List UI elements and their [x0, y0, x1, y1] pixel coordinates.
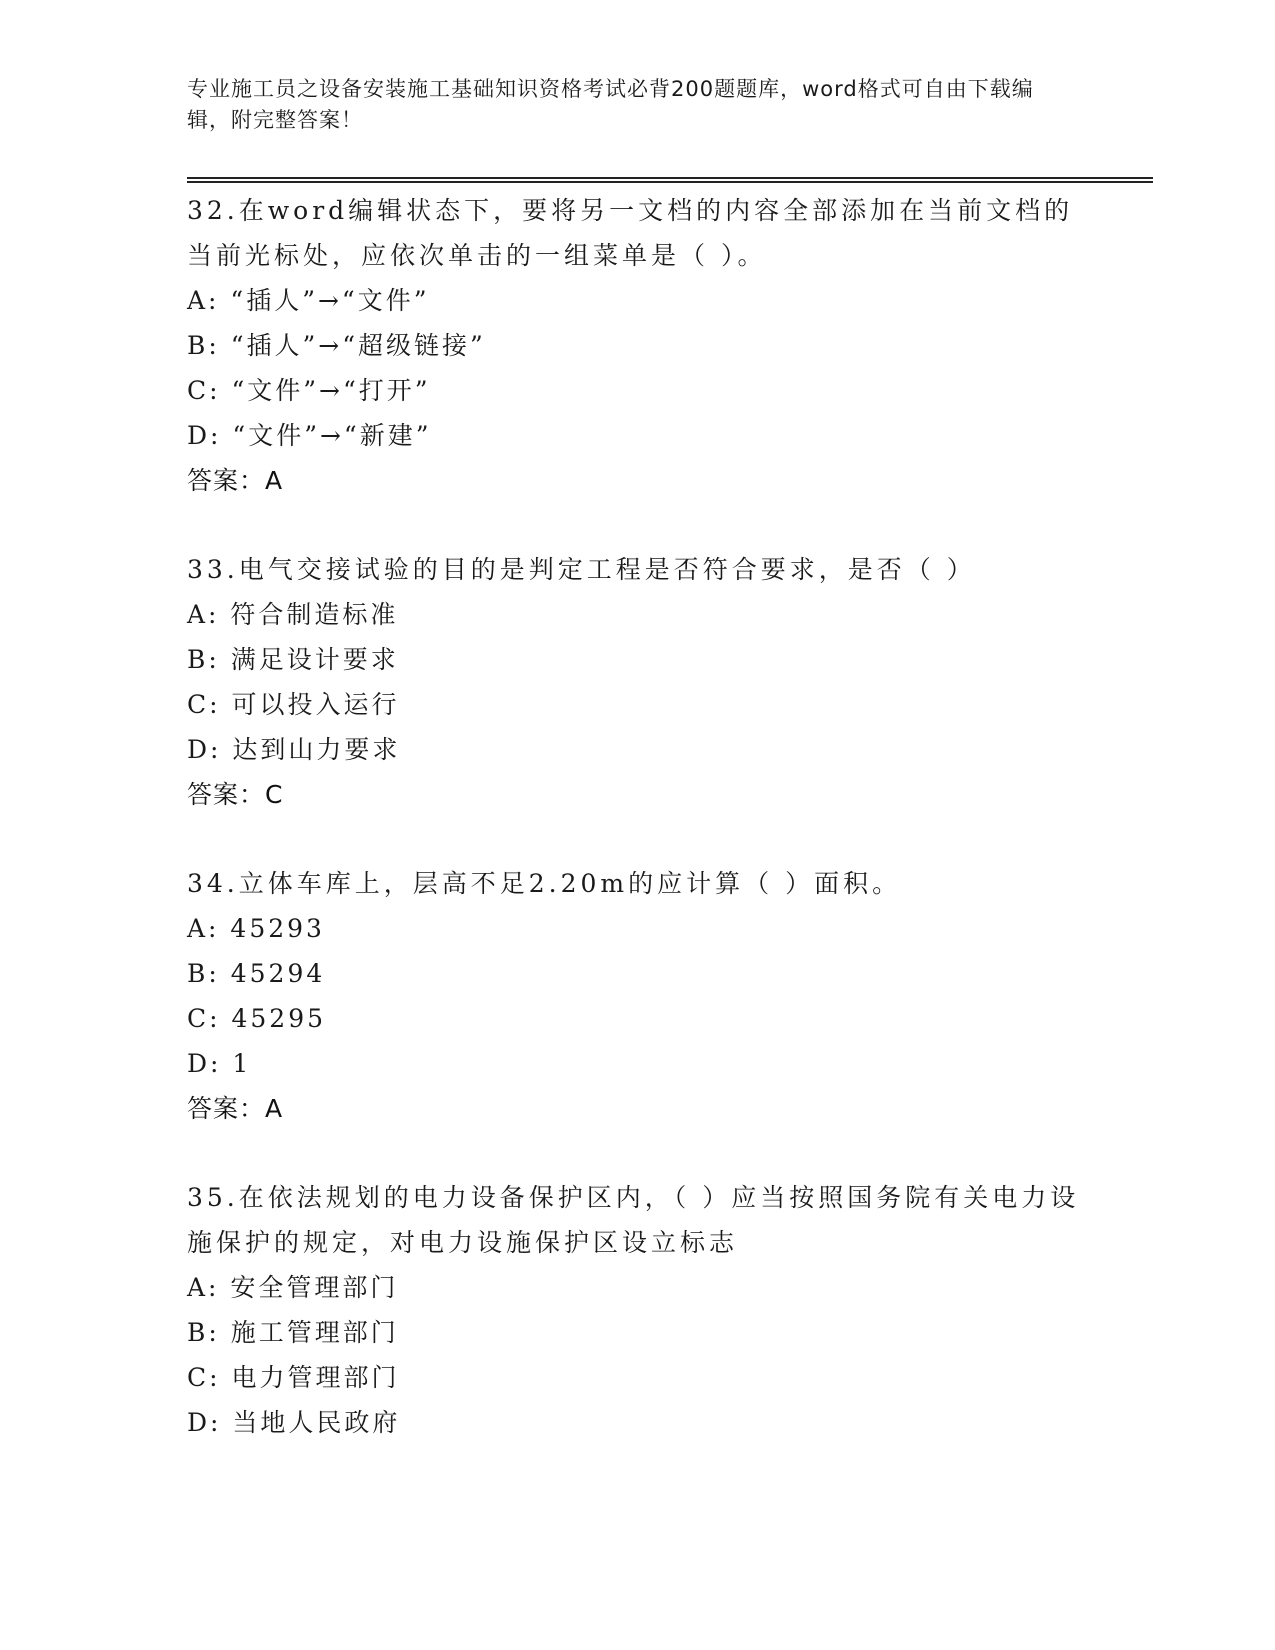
option-a: A: 符合制造标准 — [187, 600, 399, 629]
question-stem: 32.在word编辑状态下，要将另一文档的内容全部添加在当前文档的当前光标处，应依次单击的一组菜单是（ ）。 — [187, 196, 1074, 270]
option-d: D: “文件”→“新建” — [187, 421, 432, 450]
question-32 — [187, 188, 1087, 503]
option-c: C: 可以投入运行 — [187, 690, 400, 719]
question-35 — [187, 1175, 1087, 1445]
answer-label: 答案：A — [187, 466, 284, 495]
question-list — [187, 188, 1087, 1489]
question-stem: 35.在依法规划的电力设备保护区内，（ ）应当按照国务院有关电力设施保护的规定，对电力设施保护区设立标志 — [187, 1183, 1080, 1257]
document-header: 专业施工员之设备安装施工基础知识资格考试必背200题题库，word格式可自由下载编辑，附完整答案！ — [187, 77, 1034, 132]
option-c: C: 45295 — [187, 1004, 327, 1033]
header-divider — [187, 177, 1153, 183]
question-stem: 33.电气交接试验的目的是判定工程是否符合要求，是否（ ） — [187, 555, 976, 584]
option-c: C: “文件”→“打开” — [187, 376, 431, 405]
option-d: D: 当地人民政府 — [187, 1408, 401, 1437]
question-34 — [187, 861, 1087, 1131]
answer-label: 答案：C — [187, 780, 284, 809]
option-b: B: 45294 — [187, 959, 326, 988]
option-a: A: “插人”→“文件” — [187, 286, 430, 315]
question-stem: 34.立体车库上，层高不足2.20m的应计算（ ）面积。 — [187, 869, 902, 898]
option-d: D: 1 — [187, 1049, 252, 1078]
option-b: B: 满足设计要求 — [187, 645, 399, 674]
option-c: C: 电力管理部门 — [187, 1363, 400, 1392]
option-a: A: 45293 — [187, 914, 325, 943]
option-b: B: 施工管理部门 — [187, 1318, 399, 1347]
question-33 — [187, 547, 1087, 817]
answer-label: 答案：A — [187, 1094, 284, 1123]
option-b: B: “插人”→“超级链接” — [187, 331, 486, 360]
option-a: A: 安全管理部门 — [187, 1273, 399, 1302]
option-d: D: 达到山力要求 — [187, 735, 401, 764]
